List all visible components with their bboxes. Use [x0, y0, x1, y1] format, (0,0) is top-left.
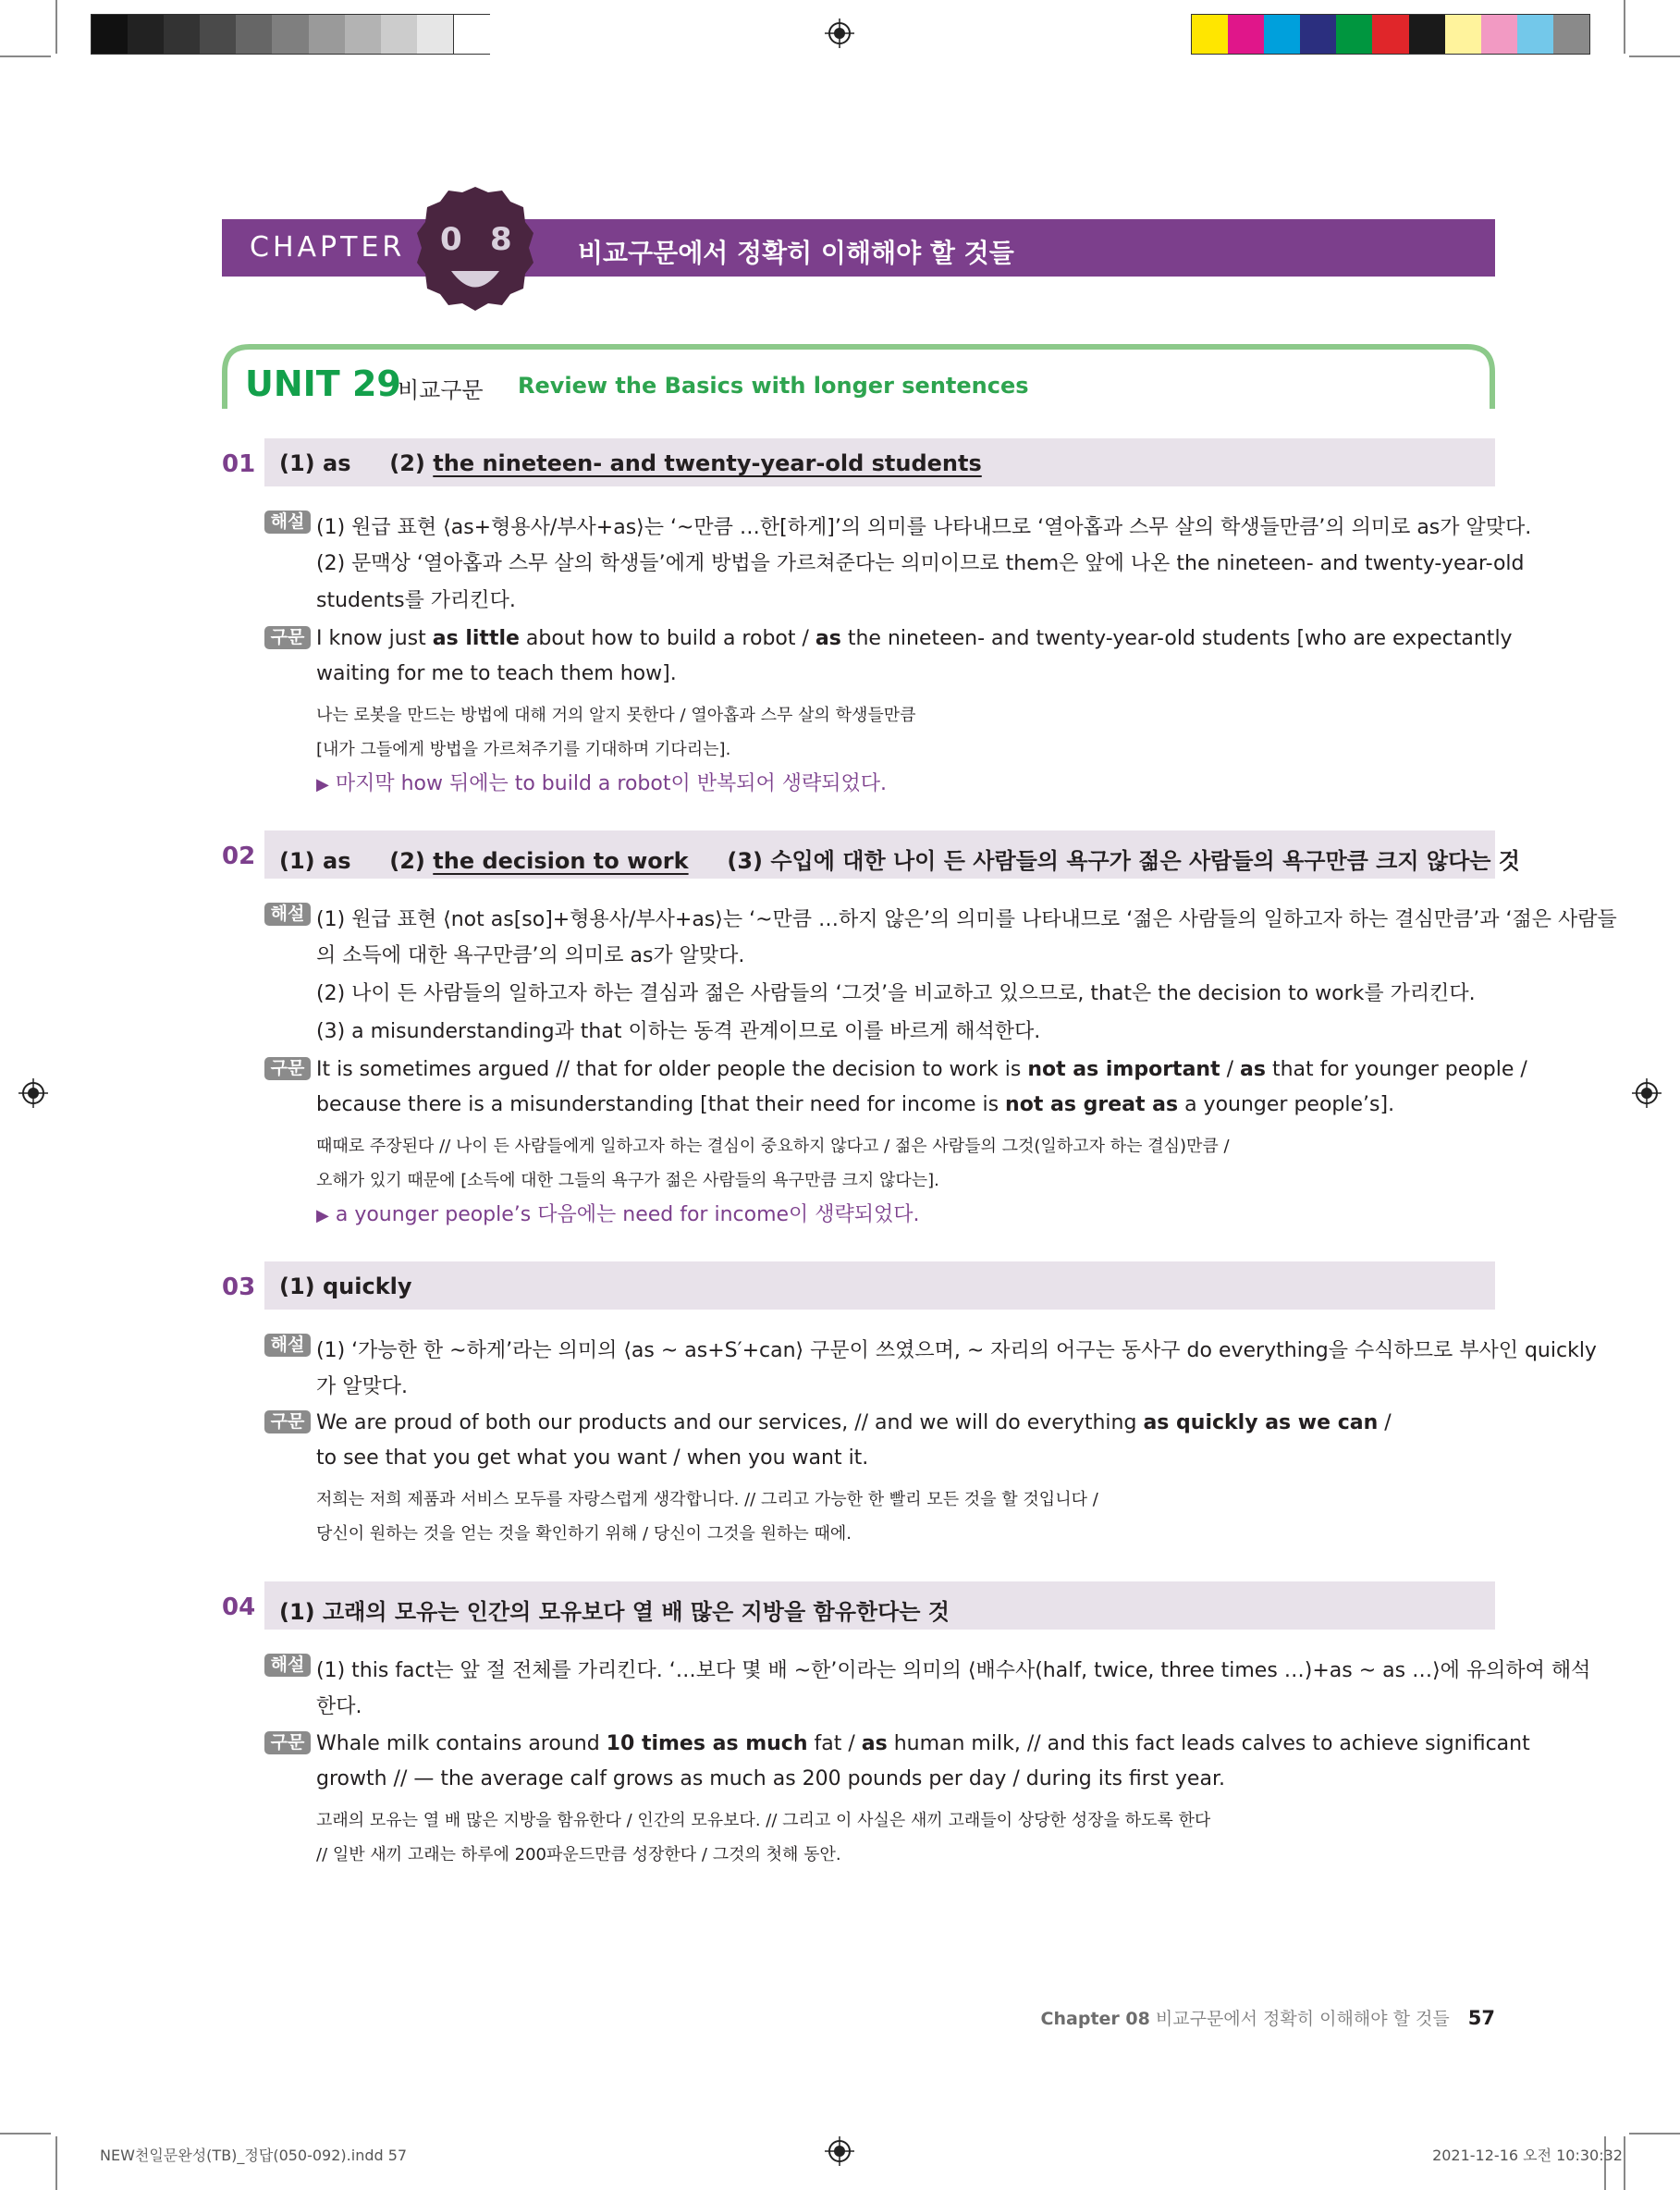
structure-tag: 구문 [264, 626, 311, 649]
chapter-title: 비교구문에서 정확히 이해해야 할 것들 [578, 238, 1014, 268]
page-number: 57 [1467, 2007, 1495, 2029]
explanation-line: students를 가리킨다. [316, 589, 516, 612]
sentence-line: I know just as little about how to build a robot / as the nineteen- and twenty-year-old students [who are expectantly [316, 627, 1513, 650]
sentence-line: because there is a misunderstanding [that their need for income is not as great as a younger people’s]. [316, 1093, 1395, 1116]
unit-number: UNIT 29 [245, 363, 401, 404]
translation-line: 당신이 원하는 것을 얻는 것을 확인하기 위해 / 당신이 그것을 원하는 때에. [316, 1524, 852, 1544]
sentence-line: waiting for me to teach them how]. [316, 662, 677, 685]
color-swatch [1409, 15, 1445, 54]
color-swatch [1445, 15, 1481, 54]
registration-mark-icon [825, 2136, 854, 2166]
answer-line [279, 450, 982, 476]
sentence-line: It is sometimes argued // that for older people the decision to work is not as important / as that for younger people / [316, 1058, 1527, 1081]
explanation-line: (1) this fact는 앞 절 전체를 가리킨다. ‘…보다 몇 배 ~한’이라는 의미의 ⟨배수사(half, twice, three times …)+as ~ as …⟩에 유의하여 해석 [316, 1659, 1591, 1682]
footer-chapter: Chapter 08 [1040, 2009, 1150, 2029]
explanation-line: (2) 문맥상 ‘열아홉과 스무 살의 학생들’에게 방법을 가르쳐준다는 의미이므로 them은 앞에 나온 the nineteen- and twenty-year-old [316, 552, 1525, 575]
color-swatch [1517, 15, 1553, 54]
crop-mark [0, 2133, 51, 2135]
gray-swatch [92, 15, 128, 54]
color-swatch [1300, 15, 1336, 54]
answer-line: (1) as (2) the decision to work (3) 수입에 대한 나이 든 사람들의 욕구가 젊은 사람들의 욕구만큼 크지 않다는 것 [279, 848, 1520, 874]
page-footer [1041, 2005, 1495, 2030]
structure-tag: 구문 [264, 1410, 311, 1433]
color-swatch [1336, 15, 1372, 54]
color-swatch [1228, 15, 1264, 54]
answer-line: (1) 고래의 모유는 인간의 모유보다 열 배 많은 지방을 함유한다는 것 [279, 1599, 950, 1625]
slug-date: 2021-12-16 오전 10:30:32 [1432, 2147, 1623, 2164]
translation-line: 때때로 주장된다 // 나이 든 사람들에게 일하고자 하는 결심이 중요하지 않다고 / 젊은 사람들의 그것(일하고자 하는 결심)만큼 / [316, 1137, 1230, 1156]
crop-mark [1624, 0, 1625, 54]
question-number: 04 [222, 1593, 256, 1621]
question-number: 01 [222, 450, 256, 478]
translation-line: [내가 그들에게 방법을 가르쳐주기를 기대하며 기다리는]. [316, 740, 731, 759]
color-swatch [1264, 15, 1300, 54]
crop-mark [1629, 55, 1680, 57]
color-swatch [1192, 15, 1228, 54]
unit-title-korean: 비교구문 [398, 377, 484, 403]
crop-mark [55, 2136, 57, 2190]
chapter-digit-1: 0 [440, 221, 462, 258]
crop-mark [0, 55, 51, 57]
crop-mark [55, 0, 57, 54]
triangle-bullet-icon: ▶ [316, 1206, 329, 1225]
translation-line: 나는 로봇을 만드는 방법에 대해 거의 알지 못한다 / 열아홉과 스무 살의 학생들만큼 [316, 706, 916, 725]
crop-mark [1629, 2133, 1680, 2135]
explanation-tag: 해설 [264, 903, 311, 926]
answer-2-label: (2) [389, 450, 425, 476]
gray-swatch [309, 15, 345, 54]
explanation-line: (1) 원급 표현 ⟨as+형용사/부사+as⟩는 ‘~만큼 …한[하게]’의 의미를 나타내므로 ‘열아홉과 스무 살의 학생들만큼’의 의미로 as가 알맞다. [316, 516, 1532, 539]
translation-line: 고래의 모유는 열 배 많은 지방을 함유한다 / 인간의 모유보다. // 그리고 이 사실은 새끼 고래들이 상당한 성장을 하도록 한다 [316, 1811, 1211, 1830]
sentence-line: growth // — the average calf grows as much as 200 pounds per day / during its first year. [316, 1767, 1225, 1790]
explanation-tag: 해설 [264, 1334, 311, 1357]
gray-swatch [236, 15, 272, 54]
structure-tag: 구문 [264, 1057, 311, 1080]
answer-2: the nineteen- and twenty-year-old students [433, 450, 982, 476]
footer-title: 비교구문에서 정확히 이해해야 할 것들 [1155, 2009, 1450, 2029]
explanation-line: 가 알맞다. [316, 1375, 408, 1398]
sentence-line: Whale milk contains around 10 times as much fat / as human milk, // and this fact leads calves to achieve significant [316, 1732, 1530, 1755]
triangle-bullet-icon: ▶ [316, 775, 329, 794]
gray-swatch [128, 15, 164, 54]
explanation-line: (1) 원급 표현 ⟨not as[so]+형용사/부사+as⟩는 ‘~만큼 …하지 않은’의 의미를 나타내므로 ‘젊은 사람들의 일하고자 하는 결심만큼’과 ‘젊은 사람들 [316, 908, 1617, 931]
note-line: ▶ a younger people’s 다음에는 need for income이 생략되었다. [316, 1203, 920, 1226]
gray-swatch [164, 15, 200, 54]
color-calibration-bar [1191, 14, 1590, 55]
gray-swatch [345, 15, 381, 54]
explanation-line: 한다. [316, 1695, 362, 1718]
structure-tag: 구문 [264, 1731, 311, 1754]
chapter-number-badge [414, 183, 536, 314]
gray-calibration-bar [91, 14, 490, 55]
explanation-tag: 해설 [264, 1654, 311, 1677]
color-swatch [1372, 15, 1408, 54]
explanation-line: (1) ‘가능한 한 ~하게’라는 의미의 ⟨as ~ as+S′+can⟩ 구문이 쓰였으며, ~ 자리의 어구는 동사구 do everything을 수식하므로 부사인 quickly [316, 1339, 1597, 1362]
color-swatch [1481, 15, 1517, 54]
registration-mark-icon [825, 18, 854, 48]
answer-1: (1) as [279, 450, 351, 476]
explanation-line: 의 소득에 대한 욕구만큼’의 의미로 as가 알맞다. [316, 944, 745, 967]
registration-mark-icon [18, 1078, 48, 1108]
sentence-line: We are proud of both our products and our services, // and we will do everything as quickly as we can / [316, 1411, 1392, 1434]
color-swatch [1553, 15, 1589, 54]
gray-swatch [272, 15, 308, 54]
sentence-line: to see that you get what you want / when you want it. [316, 1446, 869, 1470]
translation-line: 오해가 있기 때문에 [소득에 대한 그들의 욕구가 젊은 사람들의 욕구만큼 크지 않다는]. [316, 1171, 939, 1190]
question-number: 03 [222, 1273, 256, 1301]
chapter-label: CHAPTER [250, 231, 406, 264]
answer-bar [264, 1261, 1495, 1310]
explanation-line: (2) 나이 든 사람들의 일하고자 하는 결심과 젊은 사람들의 ‘그것’을 비교하고 있으므로, that은 the decision to work를 가리킨다. [316, 982, 1476, 1005]
question-number: 02 [222, 843, 256, 870]
note-line: ▶ 마지막 how 뒤에는 to build a robot이 반복되어 생략되었다. [316, 772, 887, 795]
unit-title-english: Review the Basics with longer sentences [518, 373, 1029, 399]
gray-swatch [453, 15, 490, 54]
explanation-tag: 해설 [264, 511, 311, 534]
registration-mark-icon [1632, 1078, 1662, 1108]
gray-swatch [381, 15, 417, 54]
translation-line: // 일반 새끼 고래는 하루에 200파운드만큼 성장한다 / 그것의 첫해 동안. [316, 1845, 841, 1864]
chapter-digit-2: 8 [490, 221, 512, 258]
gray-swatch [417, 15, 453, 54]
slug-filename: NEW천일문완성(TB)_정답(050-092).indd 57 [100, 2147, 408, 2164]
crop-mark [1624, 2136, 1625, 2190]
translation-line: 저희는 저희 제품과 서비스 모두를 자랑스럽게 생각합니다. // 그리고 가능한 한 빨리 모든 것을 할 것입니다 / [316, 1490, 1098, 1509]
explanation-line: (3) a misunderstanding과 that 이하는 동격 관계이므로 이를 바르게 해석한다. [316, 1020, 1041, 1043]
answer-line: (1) quickly [279, 1273, 412, 1299]
gray-swatch [200, 15, 236, 54]
